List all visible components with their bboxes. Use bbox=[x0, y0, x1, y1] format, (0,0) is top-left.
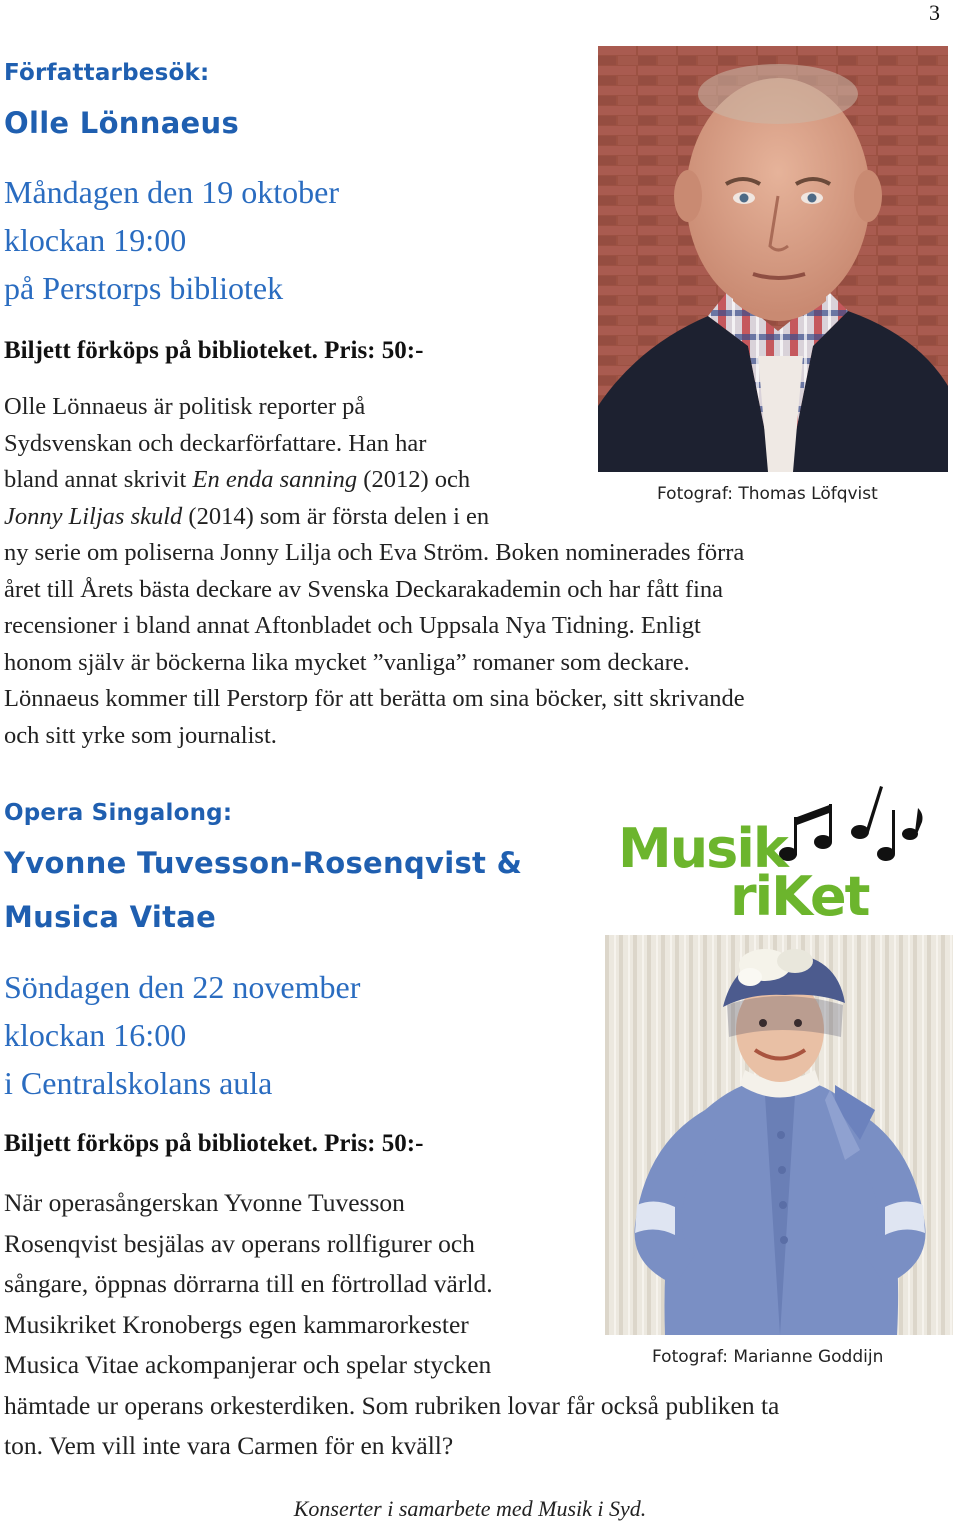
event1-body-line: recensioner i bland annat Aftonbladet och Uppsala Nya Tidning. Enligt bbox=[4, 612, 701, 639]
event1-body-line: och sitt yrke som journalist. bbox=[4, 721, 277, 749]
event1-body-line: ny serie om poliserna Jonny Lilja och Eva Ström. Boken nominerades förra bbox=[4, 539, 745, 566]
event2-body-line: ton. Vem vill inte vara Carmen för en kväll? bbox=[4, 1431, 454, 1460]
event2-title-line1: Yvonne Tuvesson-Rosenqvist & bbox=[4, 846, 523, 880]
author-photo bbox=[598, 46, 948, 472]
event1-body-line: honom själv är böckerna lika mycket ”vanliga” romaner som deckare. bbox=[4, 648, 690, 676]
logo-text-riket: riKet bbox=[730, 865, 869, 928]
author-portrait-illustration bbox=[598, 46, 948, 472]
event2-body-line: hämtade ur operans orkesterdiken. Som rubriken lovar får också publiken ta bbox=[4, 1390, 780, 1420]
event2-date-block bbox=[4, 963, 360, 1107]
event2-date: Söndagen den 22 november bbox=[4, 969, 361, 1005]
logo-text-musik: Musik bbox=[618, 817, 787, 880]
event1-kicker: Författarbesök: bbox=[4, 60, 210, 86]
event1-time: klockan 19:00 bbox=[4, 222, 187, 258]
event2-body-line: Musikriket Kronobergs egen kammarorkester bbox=[4, 1309, 469, 1339]
singer-photo bbox=[605, 935, 953, 1335]
event1-body-line: året till Årets bästa deckare av Svenska Deckarakademin och har fått fina bbox=[4, 575, 724, 603]
event2-kicker: Opera Singalong: bbox=[4, 800, 233, 826]
singer-portrait-illustration bbox=[605, 935, 953, 1335]
book-title: Jonny Liljas skuld bbox=[4, 502, 183, 530]
event2-venue: i Centralskolans aula bbox=[4, 1065, 273, 1101]
author-photo-caption: Fotograf: Thomas Löfqvist bbox=[657, 484, 878, 504]
event2-title-line2: Musica Vitae bbox=[4, 900, 217, 934]
event2-body-line: Musica Vitae ackompanjerar och spelar stycken bbox=[4, 1350, 492, 1379]
book-title: En enda sanning bbox=[192, 466, 358, 493]
event2-ticket-info: Biljett förköps på biblioteket. Pris: 50:- bbox=[4, 1130, 424, 1157]
event1-body-line: Jonny Liljas skuld (2014) som är första delen i en bbox=[4, 502, 490, 530]
event2-body-line: Rosenqvist besjälas av operans rollfigurer och bbox=[4, 1228, 475, 1258]
event1-date: Måndagen den 19 oktober bbox=[4, 174, 340, 210]
event1-body-line: Lönnaeus kommer till Perstorp för att berätta om sina böcker, sitt skrivande bbox=[4, 685, 745, 712]
event2-body-line: sångare, öppnas dörrarna till en förtrollad värld. bbox=[4, 1269, 493, 1298]
event2-body-line: När operasångerskan Yvonne Tuvesson bbox=[4, 1188, 405, 1217]
event2-time: klockan 16:00 bbox=[4, 1017, 187, 1053]
page-number: 3 bbox=[929, 0, 940, 25]
event1-body-line: Sydsvenskan och deckarförfattare. Han har bbox=[4, 429, 427, 457]
singer-photo-caption: Fotograf: Marianne Goddijn bbox=[652, 1347, 884, 1367]
event1-venue: på Perstorps bibliotek bbox=[4, 270, 284, 306]
event1-ticket-info: Biljett förköps på biblioteket. Pris: 50:- bbox=[4, 337, 424, 364]
event1-date-block bbox=[4, 168, 339, 312]
event1-title: Olle Lönnaeus bbox=[4, 106, 240, 140]
musikriket-logo bbox=[618, 782, 928, 932]
footer-note: Konserter i samarbete med Musik i Syd. bbox=[293, 1496, 647, 1521]
event1-body-line: bland annat skrivit En enda sanning (2012) och bbox=[4, 466, 471, 493]
event1-body-line: Olle Lönnaeus är politisk reporter på bbox=[4, 393, 366, 420]
